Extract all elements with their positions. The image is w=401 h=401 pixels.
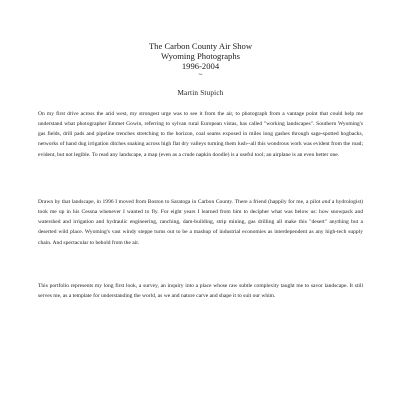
- document-title: The Carbon County Air Show: [148, 41, 253, 51]
- paragraph-2-part-2: a hydrologist) took me up in his Cessna whenever I wanted to fly. For eight years I learned from him to decipher what was below us: how snowpack and watershed and irrigation and hydraulic engineering, ranching, dam-building, strip mining, gas drilling all make this "desert" anything but a deserted wild place. Wyoming's vast windy steppe turns out to be a mashup of industrial economies as interdependent as any high-tech supply chain. And spectacular to behold from the air.: [38, 199, 363, 246]
- document-subtitle: Wyoming Photographs: [161, 51, 240, 61]
- paragraph-1: On my first drive across the arid west, my strongest urge was to see it from the air, to photograph from a vantage point that could help me understand what photographer Emmet Gowin, referring to sylvan rural European vistas, has called "working landscapes". Southern Wyoming's gas fields, drill pads and pipeline trenches stretching to the horizon, coal seams exposed in miles long gashes through sage-spotted hogbacks, networks of hand dug irrigation ditches snaking across high flat dry valleys turning them lush--all this wondrous work was evident from the road; evident, but not legible. To read any landscape, a map (even as a crude napkin doodle) is a useful tool; an airplane is an even better one.: [38, 111, 363, 158]
- date-range: 1996-2004: [181, 61, 220, 71]
- paragraph-3: This portfolio represents my long first look, a survey, an inquiry into a place whose raw subtle complexity taught me to savor landscape. It still serves me, as a template for understanding the world, as we and nature carve and shape it to suit our whim.: [38, 283, 363, 300]
- title-block: [0, 41, 401, 79]
- paragraph-2: [38, 197, 363, 248]
- author-name: Martin Stupich: [177, 89, 224, 97]
- paragraph-2-part-1: Drawn by that landscape, in 1996 I moved from Boston to Saratoga in Carbon County. There a friend (happily for me, a pilot: [38, 199, 322, 205]
- title-separator: ~: [198, 71, 203, 79]
- paragraph-2-emphasis: and: [321, 199, 331, 205]
